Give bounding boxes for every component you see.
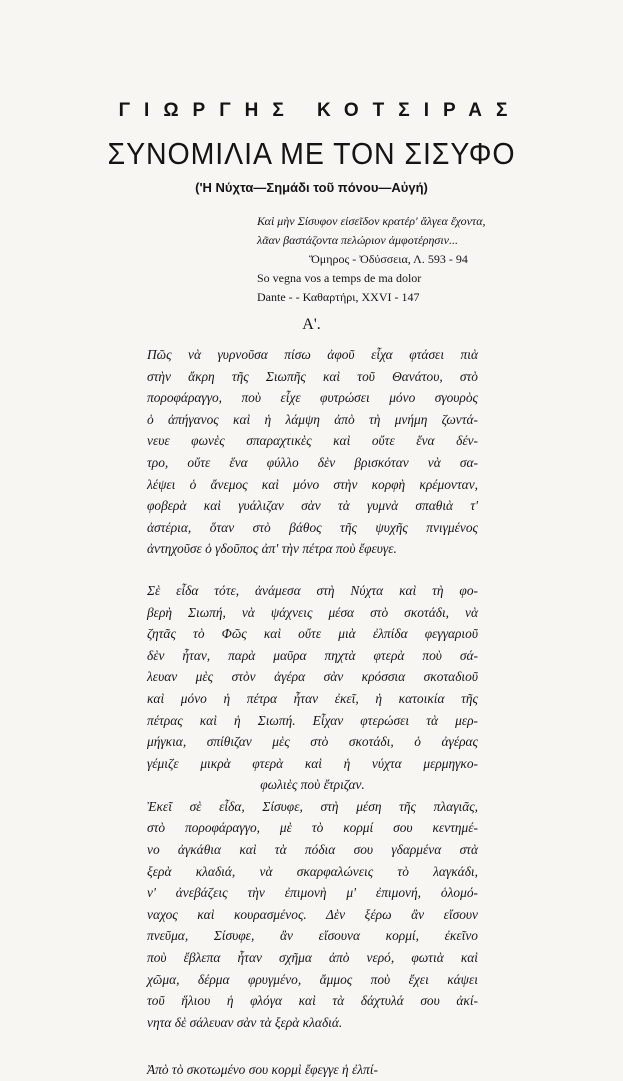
text-line: τρο, οὔτε ἕνα φύλλο δὲν βρισκόταν νὰ σα- <box>147 454 478 470</box>
text-line: ποροφάραγγο, ποὺ εἶχε φυτρώσει μόνο σγουρὸς <box>147 390 478 406</box>
text-line: μήγκια, σπίθιζαν μὲς στὸ σκοτάδι, ὁ ἀγέρας <box>147 734 478 750</box>
text-line: βερὴ Σιωπή, νὰ ψάχνεις μέσα στὸ σκοτάδι, νὰ <box>147 604 478 620</box>
text-line: ὁ ἀπήγανος καὶ ἡ λάμψη ἀπὸ τὴ μνήμη ζωντά- <box>147 411 478 427</box>
text-line: δὲν ἦταν, παρὰ μαῦρα πηχτὰ φτερὰ ποὺ σά- <box>147 647 478 663</box>
epigraph-source: Dante - - Καθαρτήρι, XXVI - 147 <box>257 290 420 304</box>
epigraph-line: λᾶαν βαστάζοντα πελώριον ἀμφοτέρησιν... <box>257 233 459 247</box>
text-line: Σὲ εἶδα τότε, ἀνάμεσα στὴ Νύχτα καὶ τὴ φο- <box>147 582 478 598</box>
text-line: ν' ἀνεβάζεις τὴν ἐπιμονὴ μ' ἐπιμονή, ὁλομό- <box>147 885 478 901</box>
text-line: ἀντηχοῦσε ὁ γδοῦπος ἀπ' τὴν πέτρα ποὺ ἔφευγε. <box>147 541 397 557</box>
epigraph <box>257 212 617 307</box>
epigraph-source: Ὅμηρος - Ὀδύσσεια, Λ. 593 - 94 <box>309 252 468 266</box>
text-line: τοῦ ἥλιου ἡ φλόγα καὶ τὰ δάχτυλά σου ἀκί- <box>147 993 478 1009</box>
epigraph-line: So vegna vos a temps de ma dolor <box>257 271 422 285</box>
text-line: λέψει ὁ ἄνεμος καὶ μόνο στὴν κορφὴ κρέμονταν, <box>147 476 478 492</box>
text-line: νο ἀγκάθια καὶ τὰ πόδια σου γδαρμένα στὰ <box>147 842 478 858</box>
text-line: Πῶς νὰ γυρνοῦσα πίσω ἀφοῦ εἶχα φτάσει πιὰ <box>147 347 478 362</box>
text-line: ἀστέρια, ὅταν στὸ βάθος τῆς ψυχῆς πνιγμένος <box>147 519 478 535</box>
subtitle: ('Η Νύχτα—Σημάδι τοῦ πόνου—Αὐγή) <box>195 180 428 195</box>
text-line: πέτρας καὶ ἡ Σιωπή. Εἶχαν φτερώσει τὰ μερ- <box>147 712 478 728</box>
text-line: νευε φωνὲς σπαραχτικὲς καὶ οὔτε ἕνα δέν- <box>147 433 478 449</box>
body-text <box>147 344 478 1081</box>
text-line: λευαν μὲς στὸν ἀγέρα σὰν κρόσσια σκοταδιοῦ <box>147 669 478 685</box>
text-line: στὸ ποροφάραγγο, μὲ τὸ κορμί σου κεντημέ- <box>147 820 478 836</box>
section-heading: Α'. <box>302 316 321 333</box>
text-line: φοβερὰ καὶ γυάλιζαν σὰν τὰ γυμνὰ σπαθιὰ τ' <box>147 498 478 514</box>
text-line: γέμιζε μικρὰ φτερὰ καὶ ἡ νύχτα μερμηγκο- <box>147 755 478 771</box>
text-line: ναχος καὶ κουρασμένος. Δὲν ξέρω ἂν εἴσουν <box>147 906 478 922</box>
text-line: πνεῦμα, Σίσυφε, ἂν εἴσουνα κορμί, ἐκεῖνο <box>147 928 478 944</box>
paragraph-3 <box>147 796 478 1034</box>
paragraph-2 <box>147 580 478 796</box>
text-line: Ἀπὸ τὸ σκοτωμένο σου κορμὶ ἔφεγγε ἡ ἐλπί- <box>147 1062 378 1078</box>
text-line: ξερὰ κλαδιά, νὰ σκαρφαλώνεις τὸ λαγκάδι, <box>147 863 478 879</box>
text-line: Ἐκεῖ σὲ εἶδα, Σίσυφε, στὴ μέση τῆς πλαγιᾶς, <box>147 798 478 814</box>
text-line: χῶμα, δέρμα φρυγμένο, ἄμμος ποὺ ἔχει κάψει <box>147 971 478 987</box>
text-line: καὶ μόνο ἡ πέτρα ἦταν ἐκεῖ, ἡ κατοικία τῆς <box>147 690 478 706</box>
text-line: στὴν ἄκρη τῆς Σιωπῆς καὶ τοῦ Θανάτου, στὸ <box>147 368 478 384</box>
paragraph-1 <box>147 344 478 560</box>
epigraph-line: Καὶ μὴν Σίσυφον εἰσεῖδον κρατέρ' ἄλγεα ἔχοντα, <box>257 214 486 228</box>
text-line: ζητᾶς τὸ Φῶς καὶ οὔτε μιὰ ἐλπίδα φεγγαριοῦ <box>147 626 478 642</box>
page-title: ΣΥΝΟΜΙΛΙΑ ΜΕ ΤΟΝ ΣΙΣΥΦΟ <box>107 136 516 171</box>
text-line: φωλιὲς ποὺ ἔτριζαν. <box>260 777 365 793</box>
text-line: ποὺ ἔβλεπα ἦταν σχῆμα ἀπὸ νερό, φωτιὰ καὶ <box>147 950 478 966</box>
text-line: νητα δὲ σάλευαν σὰν τὰ ξερὰ κλαδιά. <box>147 1014 343 1030</box>
paragraph-4 <box>147 1059 478 1081</box>
author-name: ΓΙΩΡΓΗΣ ΚΟΤΣΙΡΑΣ <box>118 100 522 121</box>
